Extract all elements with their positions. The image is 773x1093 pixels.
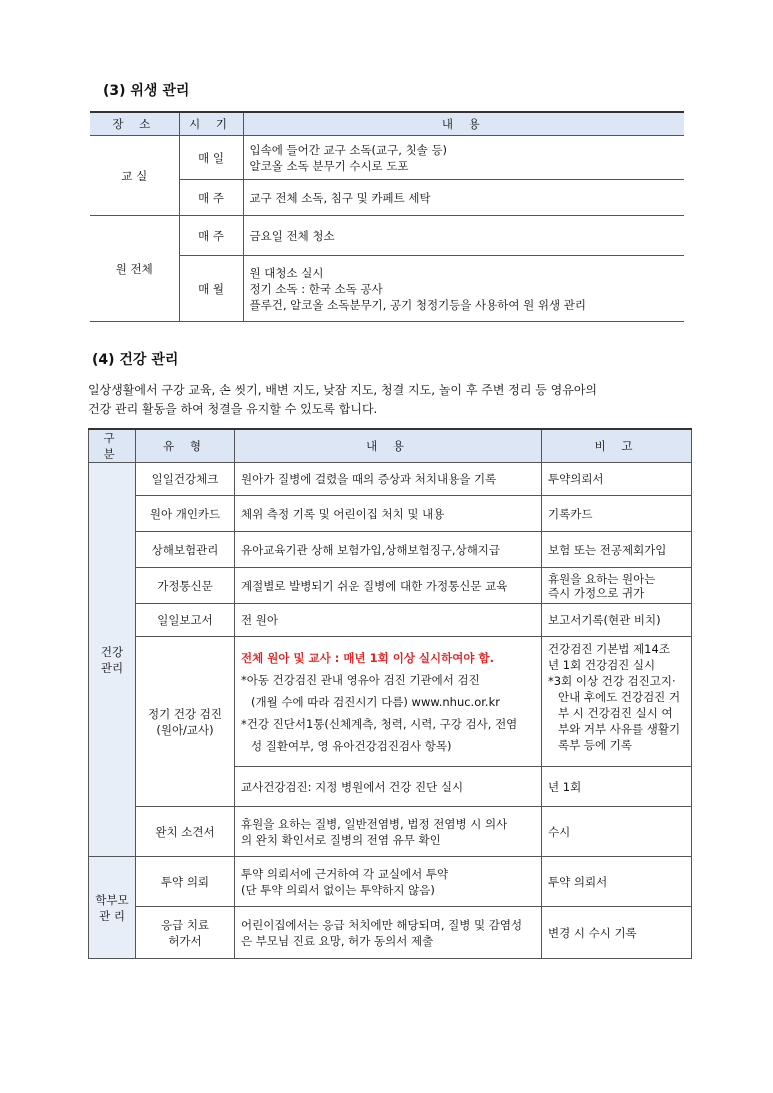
table-row xyxy=(89,857,692,907)
content-line: 원 대청소 실시 xyxy=(249,265,324,280)
type-cell xyxy=(136,637,235,807)
table-row xyxy=(90,180,684,216)
content-cell xyxy=(243,256,684,322)
type-line: (원아/교사) xyxy=(156,722,214,737)
section4-title: (4) 건강 관리 xyxy=(92,352,179,368)
time-cell: 매 일 xyxy=(179,136,243,180)
group-health: 건강 관리 xyxy=(89,463,136,857)
note-cell: 수시 xyxy=(542,807,692,857)
type-cell: 가정통신문 xyxy=(136,568,235,604)
time-cell: 매 월 xyxy=(179,256,243,322)
content-line: (단 투약 의뢰서 없이는 투약하지 않음) xyxy=(241,882,435,897)
content-line: 정기 소독 : 한국 소독 공사 xyxy=(249,281,383,296)
section3-title: (3) 위생 관리 xyxy=(103,83,190,99)
time-cell: 매 주 xyxy=(179,180,243,216)
table-row xyxy=(89,807,692,857)
hygiene-header-row xyxy=(90,112,684,136)
table-row xyxy=(90,216,684,256)
group-parent: 학부모 관 리 xyxy=(89,857,136,959)
header-content: 내 용 xyxy=(235,429,542,463)
header-content: 내 용 xyxy=(243,112,684,136)
note-line: 년 1회 건강검진 실시 xyxy=(548,658,656,672)
header-time: 시 기 xyxy=(179,112,243,136)
note-cell: 년 1회 xyxy=(542,767,692,807)
content-cell: 전 원아 xyxy=(235,604,542,637)
note-line: 안내 후에도 건강검진 거 xyxy=(558,690,681,704)
content-emphasis: 전체 원아 및 교사 : 매년 1회 이상 실시하여야 함. xyxy=(241,650,494,665)
header-type: 유 형 xyxy=(136,429,235,463)
type-cell: 원아 개인카드 xyxy=(136,496,235,532)
content-line: *건강 진단서1통(신체계측, 청력, 시력, 구강 검사, 전염 xyxy=(241,716,518,731)
content-cell xyxy=(235,807,542,857)
content-cell: 원아가 질병에 걸렸을 때의 증상과 처치내용을 기록 xyxy=(235,463,542,496)
content-cell xyxy=(243,136,684,180)
content-cell: 금요일 전체 청소 xyxy=(243,216,684,256)
intro-line: 건강 관리 활동을 하여 청결을 유지할 수 있도록 합니다. xyxy=(88,402,378,416)
note-line: 즉시 가정으로 귀가 xyxy=(548,585,645,600)
type-cell: 일일건강체크 xyxy=(136,463,235,496)
content-cell xyxy=(235,857,542,907)
type-cell: 상해보험관리 xyxy=(136,532,235,568)
note-line: 록부 등에 기록 xyxy=(558,738,632,752)
note-line: *3회 이상 건강 검진고지· xyxy=(548,674,676,688)
content-cell: 교구 전체 소독, 침구 및 카페트 세탁 xyxy=(243,180,684,216)
type-line: 정기 건강 검진 xyxy=(148,706,222,721)
type-line: 허가서 xyxy=(168,933,202,948)
content-line: 의 완치 확인서로 질병의 전염 유무 확인 xyxy=(241,832,441,847)
content-line: 플루건, 알코올 소독분무기, 공기 청정기등을 사용하여 원 위생 관리 xyxy=(249,297,586,312)
table-row xyxy=(89,637,692,767)
content-cell: 유아교육기관 상해 보험가입,상해보험징구,상해지급 xyxy=(235,532,542,568)
note-line: 부 시 건강검진 실시 여 xyxy=(558,706,673,720)
type-cell xyxy=(136,907,235,959)
type-line: 응급 치료 xyxy=(160,917,210,932)
table-row xyxy=(89,463,692,496)
hygiene-table xyxy=(90,111,684,322)
content-line: 성 질환여부, 영 유아건강검진검사 항목) xyxy=(251,738,452,753)
content-line: *아동 건강검진 관내 영유아 검진 기관에서 검진 xyxy=(241,672,480,687)
intro-paragraph xyxy=(88,381,688,419)
place-cell: 교 실 xyxy=(90,136,179,216)
table-row xyxy=(89,568,692,604)
header-note: 비 고 xyxy=(542,429,692,463)
content-line: 어린이집에서는 응급 처치에만 해당되며, 질병 및 감염성 xyxy=(241,917,523,932)
content-cell: 교사건강검진: 지정 병원에서 건강 진단 실시 xyxy=(235,767,542,807)
header-place: 장 소 xyxy=(90,112,179,136)
table-row xyxy=(89,907,692,959)
content-line: 휴원을 요하는 질병, 일반전염병, 법정 전염병 시 의사 xyxy=(241,816,508,831)
table-row xyxy=(89,604,692,637)
place-cell: 원 전체 xyxy=(90,216,179,322)
type-cell: 투약 의뢰 xyxy=(136,857,235,907)
content-cell xyxy=(235,907,542,959)
note-cell: 투약 의뢰서 xyxy=(542,857,692,907)
header-category: 구 분 xyxy=(89,429,136,463)
note-cell: 보고서기록(현관 비치) xyxy=(542,604,692,637)
note-cell xyxy=(542,637,692,767)
table-row xyxy=(90,256,684,322)
note-cell xyxy=(542,568,692,604)
table-row xyxy=(89,532,692,568)
content-cell xyxy=(235,637,542,767)
note-line: 건강검진 기본법 제14조 xyxy=(548,642,670,656)
content-line: 알코올 소독 분무기 수시로 도포 xyxy=(249,158,409,173)
content-line: 은 부모님 진료 요망, 허가 동의서 제출 xyxy=(241,933,434,948)
note-cell: 투약의뢰서 xyxy=(542,463,692,496)
intro-line: 일상생활에서 구강 교육, 손 씻기, 배변 지도, 낮잠 지도, 청결 지도, 놀이 후 주변 정리 등 영유아의 xyxy=(88,383,598,397)
table-row xyxy=(89,496,692,532)
content-line: 입속에 들어간 교구 소독(교구, 칫솔 등) xyxy=(249,142,448,157)
health-header-row xyxy=(89,429,692,463)
type-cell: 일일보고서 xyxy=(136,604,235,637)
content-line: (개월 수에 따라 검진시기 다름) www.nhuc.or.kr xyxy=(251,694,500,709)
note-cell: 기록카드 xyxy=(542,496,692,532)
note-line: 휴원을 요하는 원아는 xyxy=(548,571,656,586)
note-line: 부와 거부 사유를 생활기 xyxy=(558,722,681,736)
table-row xyxy=(90,136,684,180)
note-cell: 변경 시 수시 기록 xyxy=(542,907,692,959)
time-cell: 매 주 xyxy=(179,216,243,256)
content-cell: 계절별로 발병되기 쉬운 질병에 대한 가정통신문 교육 xyxy=(235,568,542,604)
content-cell: 체위 측정 기록 및 어린이집 처치 및 내용 xyxy=(235,496,542,532)
health-table xyxy=(88,428,692,959)
content-line: 투약 의뢰서에 근거하여 각 교실에서 투약 xyxy=(241,866,449,881)
note-cell: 보험 또는 전공제회가입 xyxy=(542,532,692,568)
type-cell: 완치 소견서 xyxy=(136,807,235,857)
